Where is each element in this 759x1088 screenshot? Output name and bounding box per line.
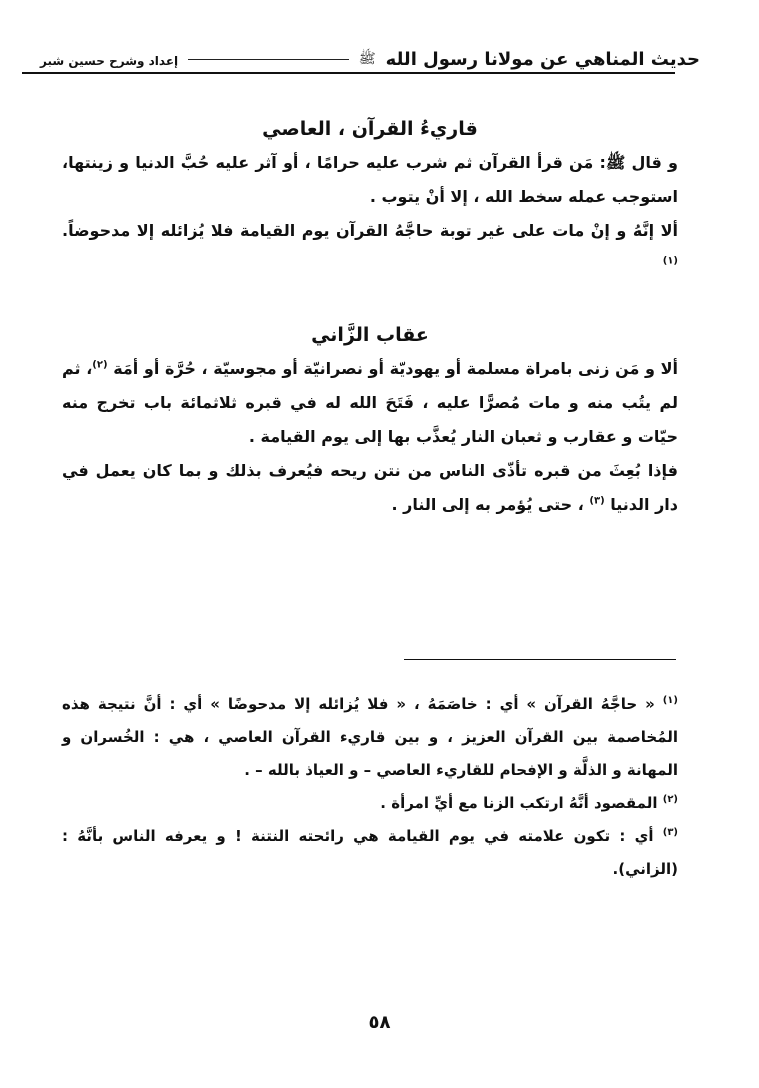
footnote-text: المقصود أنَّهُ ارتكب الزنا مع أيِّ امرأة . (380, 794, 658, 812)
page-number: ٥٨ (368, 1012, 391, 1033)
paragraph-text: ، ثم لم يتُب منه و مات مُصرًّا عليه ، فَتَحَ الله له في قبره ثلاثمائة باب تخرج منه حيّات و عقارب و ثعبان النار يُعذَّب بها إلى يوم القيامة . (62, 359, 678, 446)
paragraph (62, 214, 678, 282)
footnote (62, 820, 678, 886)
footnote-text: « حاجَّهُ القرآن » أي : خاصَمَهُ ، « فلا يُزائله إلا مدحوضًا » أي : أنَّ نتيجة هذه المُخاصمة بين القرآن العزيز ، و بين قاريء القرآن العاصي ، هي : الخُسران و المهانة و الذلَّة و الإفحام للقاريء العاصي – و العياذ بالله – . (62, 695, 678, 779)
header-divider (188, 59, 349, 60)
footnote-ref[interactable]: (١) (662, 255, 678, 267)
footnote (62, 787, 678, 820)
salawat-seal-icon: ﷺ (358, 51, 376, 67)
paragraph (62, 352, 678, 454)
paragraph-text: ألا و مَن زنى بامراة مسلمة أو يهوديّة أو نصرانيّة أو مجوسيّة ، حُرَّة أو أمَة (113, 359, 679, 378)
footnote-separator (404, 659, 676, 660)
paragraph (62, 454, 678, 522)
paragraph-text: ، حتى يُؤمر به إلى النار . (391, 495, 584, 514)
header-rule (22, 72, 675, 74)
footnote-ref[interactable]: (٢) (92, 359, 108, 371)
footnote-marker: (١) (662, 695, 678, 706)
section-reciter (62, 112, 678, 302)
footnote-text: أي : تكون علامته في يوم القيامة هي رائحته النتنة ! و يعرفه الناس بأنَّهُ : (الزاني). (62, 827, 678, 878)
main-text (62, 112, 678, 522)
paragraph-text: فإذا بُعِثَ من قبره تأذّى الناس من نتن ريحه فيُعرف بذلك و بما كان يعمل في دار الدنيا (62, 461, 678, 514)
running-header (40, 24, 700, 70)
section-heading: قاريءُ القرآن ، العاصي (262, 118, 478, 140)
book-title: حديث المناهي عن مولانا رسول الله (385, 49, 700, 70)
author-credit: إعداد وشرح حسين شبر (40, 54, 179, 68)
section-adulterer (62, 318, 678, 522)
footnote (62, 688, 678, 787)
paragraph-text: ألا إنَّهُ و إنْ مات على غير توبة حاجَّهُ القرآن يوم القيامة فلا يُزائله إلا مدحوضاً. (62, 221, 678, 240)
footnote-marker: (٢) (662, 794, 678, 805)
section-heading: عقاب الزَّاني (311, 324, 429, 346)
footnote-ref[interactable]: (٣) (589, 495, 605, 507)
paragraph: و قال ﷺ: مَن قرأ القرآن ثم شرب عليه حرامًا ، أو آثر عليه حُبَّ الدنيا و زينتها، استوجب عمله سخط الله ، إلا أنْ يتوب . (62, 153, 678, 206)
footnotes (62, 688, 678, 886)
footnote-marker: (٣) (662, 827, 678, 838)
